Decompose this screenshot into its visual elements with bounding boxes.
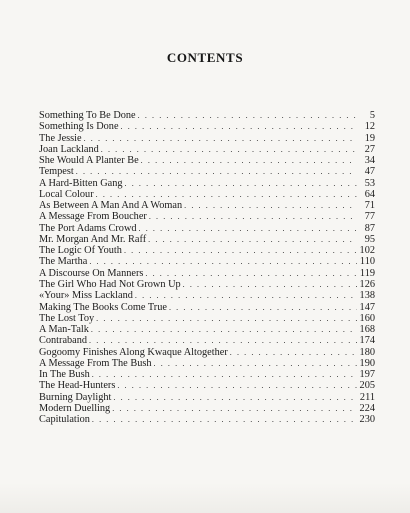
dot-leader [148, 234, 357, 245]
dot-leader [138, 110, 357, 121]
dot-leader [112, 403, 357, 414]
toc-entry-page-number: 211 [359, 391, 375, 403]
toc-entry-title: The Martha [39, 256, 88, 268]
toc-entry [39, 358, 375, 369]
toc-entry [39, 110, 375, 121]
dot-leader [84, 133, 357, 144]
dot-leader [76, 166, 357, 177]
toc-entry [39, 166, 375, 177]
dot-leader [149, 211, 357, 222]
dot-leader [183, 279, 357, 290]
dot-leader [154, 358, 357, 369]
toc-entry-title: Joan Lackland [39, 143, 99, 155]
dot-leader [96, 189, 357, 200]
toc-entry [39, 324, 375, 335]
toc-entry-title: Gogoomy Finishes Along Kwaque Altogether [39, 346, 228, 358]
toc-entry-title: Modern Duelling [39, 402, 111, 414]
toc-entry-title: Making The Books Come True [39, 301, 167, 313]
toc-entry-page-number: 180 [359, 346, 375, 358]
toc-entry-page-number: 95 [364, 233, 375, 245]
toc-entry-page-number: 138 [359, 290, 375, 302]
toc-entry-page-number: 87 [364, 222, 375, 234]
toc-entry [39, 369, 375, 380]
toc-entry-page-number: 19 [364, 132, 375, 144]
toc-entry-title: «Your» Miss Lackland [39, 290, 133, 302]
toc-entry-page-number: 110 [359, 256, 375, 268]
toc-entry-page-number: 53 [364, 177, 375, 189]
dot-leader [92, 414, 357, 425]
toc-entry [39, 256, 375, 267]
toc-entry-title: Capitulation [39, 414, 90, 426]
toc-entry [39, 178, 375, 189]
toc-entry-title: Something To Be Done [39, 110, 136, 121]
toc-entry-title: In The Bush [39, 369, 90, 381]
toc-entry [39, 335, 375, 346]
toc-entry [39, 189, 375, 200]
toc-entry [39, 144, 375, 155]
toc-entry-page-number: 205 [359, 380, 375, 392]
dot-leader [125, 178, 357, 189]
toc-entry-title: The Lost Toy [39, 312, 95, 324]
dot-leader [89, 256, 357, 267]
toc-entry [39, 211, 375, 222]
toc-entry [39, 380, 375, 391]
dot-leader [139, 223, 357, 234]
toc-entry-title: A Message From Boucher [39, 211, 147, 223]
dot-leader [135, 290, 357, 301]
toc-entry [39, 302, 375, 313]
dot-leader [92, 369, 357, 380]
toc-entry-page-number: 12 [364, 121, 375, 133]
toc-entry-page-number: 27 [364, 143, 375, 155]
dot-leader [101, 144, 357, 155]
toc-entry-page-number: 190 [359, 357, 375, 369]
toc-entry [39, 414, 375, 425]
dot-leader [89, 335, 357, 346]
dot-leader [230, 347, 357, 358]
dot-leader [91, 324, 357, 335]
toc-entry-title: A Man-Talk [39, 324, 89, 336]
toc-entry-page-number: 64 [364, 188, 375, 200]
toc-entry-title: A Discourse On Manners [39, 267, 144, 279]
toc-entry-page-number: 174 [359, 335, 375, 347]
toc-entry [39, 121, 375, 132]
toc-entry-title: Mr. Morgan And Mr. Raff [39, 233, 147, 245]
toc-entry [39, 245, 375, 256]
toc-entry [39, 313, 375, 324]
page-title: CONTENTS [166, 50, 244, 65]
toc-entry-page-number: 230 [359, 414, 375, 426]
toc-entry-page-number: 168 [359, 324, 375, 336]
toc-entry-page-number: 77 [364, 211, 375, 223]
dot-leader [124, 245, 357, 256]
toc-entry-title: The Head-Hunters [39, 380, 116, 392]
toc-entry-page-number: 71 [364, 200, 375, 212]
dot-leader [184, 200, 357, 211]
toc-entry-title: The Port Adams Crowd [39, 222, 137, 234]
dot-leader [141, 155, 357, 166]
toc-entry-title: As Between A Man And A Woman [39, 200, 183, 212]
toc-entry-title: Contraband [39, 335, 88, 347]
page-shadow [0, 483, 410, 513]
dot-leader [117, 380, 357, 391]
toc-entry [39, 392, 375, 403]
toc-entry-page-number: 224 [359, 402, 375, 414]
toc-entry-title: She Would A Planter Be [39, 155, 139, 167]
toc-entry-title: Local Colour [39, 188, 94, 200]
toc-entry-page-number: 102 [359, 245, 375, 257]
toc-entry [39, 403, 375, 414]
toc-entry-title: Something Is Done [39, 121, 119, 133]
dot-leader [169, 302, 357, 313]
toc-entry-page-number: 34 [364, 155, 375, 167]
toc-entry-title: Tempest [39, 166, 74, 178]
toc-entry-title: The Girl Who Had Not Grown Up [39, 278, 181, 290]
dot-leader [96, 313, 357, 324]
toc-entry [39, 234, 375, 245]
dot-leader [113, 392, 357, 403]
table-of-contents [39, 110, 375, 425]
toc-entry [39, 223, 375, 234]
toc-entry-page-number: 119 [359, 267, 375, 279]
dot-leader [121, 121, 357, 132]
toc-entry [39, 200, 375, 211]
toc-entry-page-number: 5 [369, 110, 375, 121]
toc-entry [39, 347, 375, 358]
toc-entry [39, 268, 375, 279]
toc-entry [39, 155, 375, 166]
toc-entry-title: Burning Daylight [39, 391, 112, 403]
toc-entry-title: A Hard-Bitten Gang [39, 177, 123, 189]
toc-entry-title: The Logic Of Youth [39, 245, 122, 257]
dot-leader [145, 268, 357, 279]
toc-entry-page-number: 160 [359, 312, 375, 324]
toc-entry-page-number: 197 [359, 369, 375, 381]
toc-entry [39, 279, 375, 290]
toc-entry-page-number: 47 [364, 166, 375, 178]
toc-entry-title: A Message From The Bush [39, 357, 152, 369]
toc-entry [39, 133, 375, 144]
toc-entry [39, 290, 375, 301]
toc-entry-page-number: 147 [359, 301, 375, 313]
toc-entry-page-number: 126 [359, 278, 375, 290]
toc-entry-title: The Jessie [39, 132, 82, 144]
